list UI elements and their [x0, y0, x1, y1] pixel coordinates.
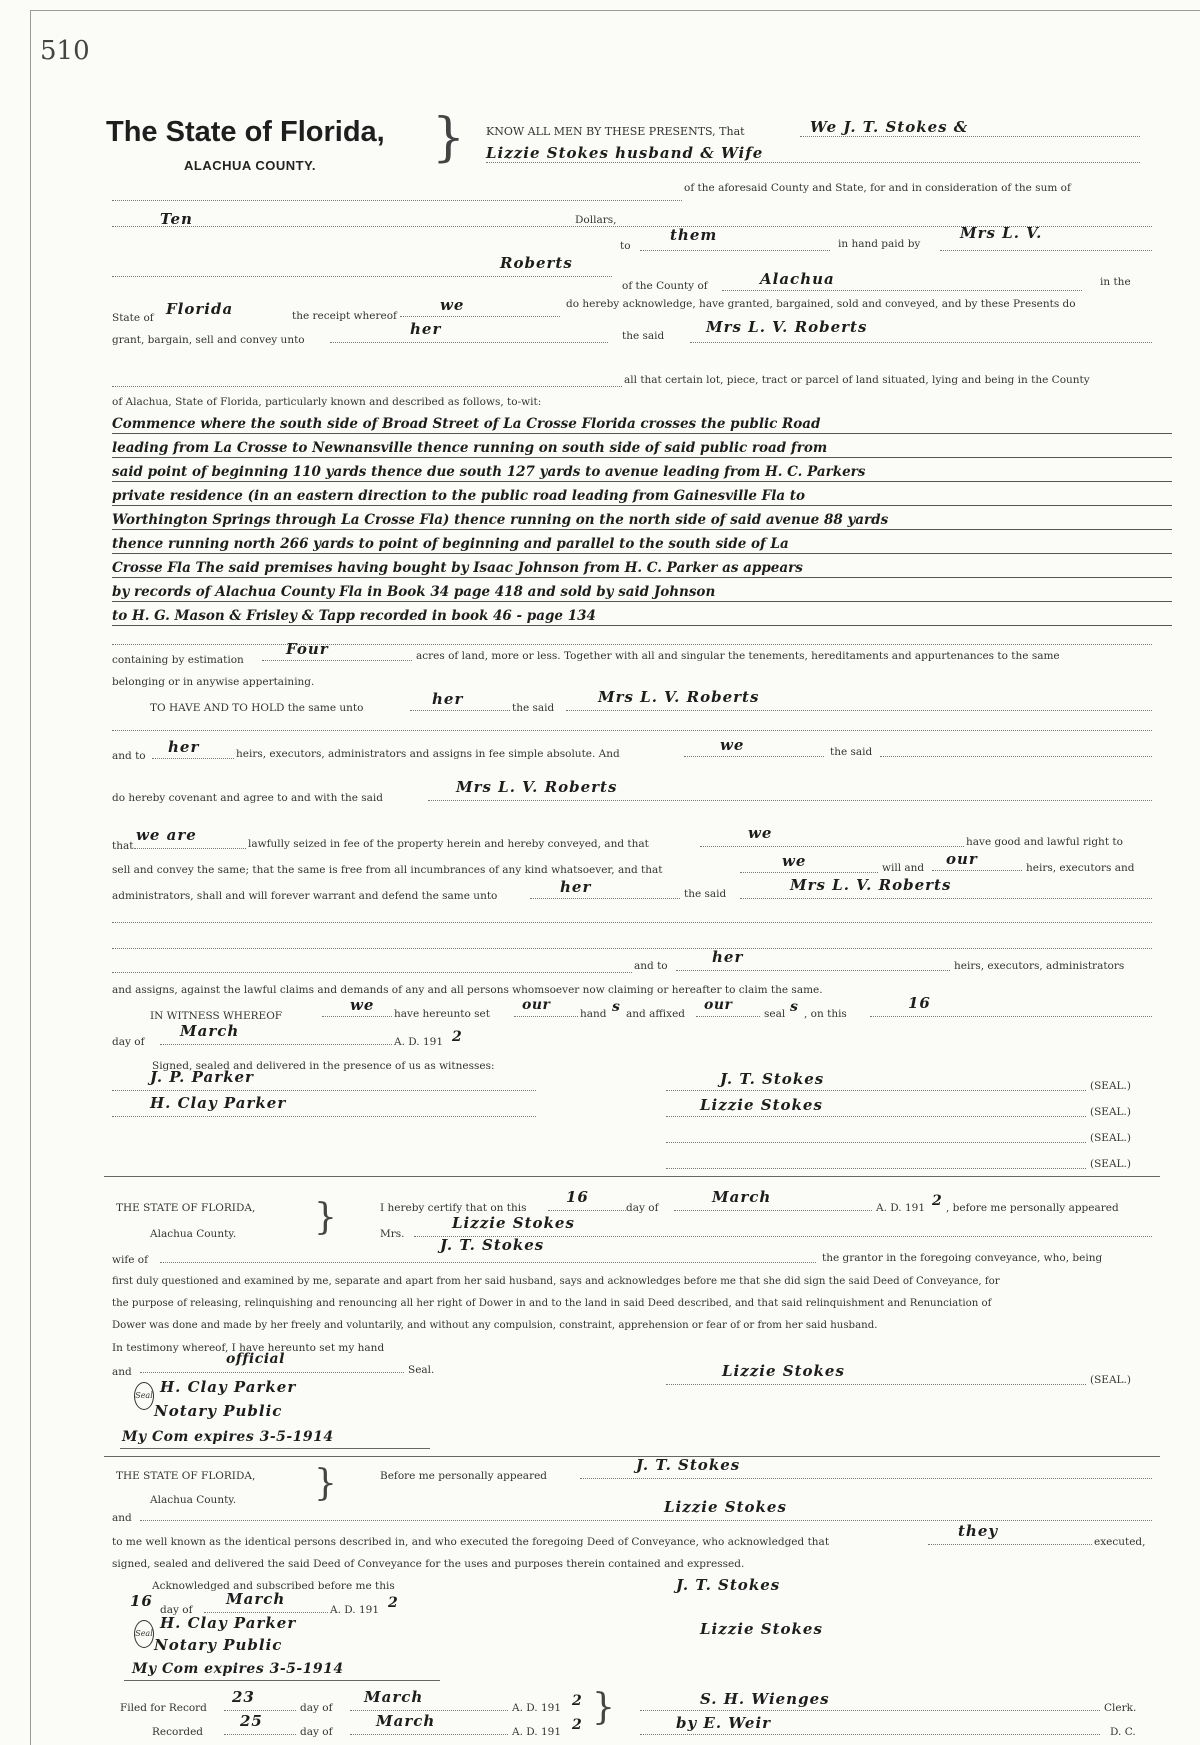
cert1-and: and [112, 1366, 132, 1378]
witness-party: we [350, 996, 375, 1014]
rule [580, 1478, 1152, 1479]
grant-to-name: Mrs L. V. Roberts [706, 318, 868, 336]
cert1-grantor-text: the grantor in the foregoing conveyance, who, being [822, 1252, 1103, 1264]
cert1-official: official [226, 1351, 285, 1367]
rule [932, 870, 1022, 871]
description-text: Worthington Springs through La Crosse Fla) thence running on the north side of said avenue 88 yards [112, 512, 889, 528]
recorded-ad: A. D. 191 [512, 1726, 562, 1738]
rule [870, 1016, 1152, 1017]
cert2-known-text: to me well known as the identical persons described in, and who executed the foregoing Deed of Conveyance, who acknowledged that [112, 1536, 830, 1548]
cert1-brace: } [314, 1197, 337, 1238]
rule [204, 1612, 328, 1613]
cert2-county: Alachua County. [150, 1494, 237, 1506]
witness2-signature: H. Clay Parker [150, 1094, 287, 1112]
of-county-of: of the County of [622, 280, 708, 292]
description-text: by records of Alachua County Fla in Book 34 page 418 and sold by said Johnson [112, 584, 716, 600]
cert1-seal-label: Seal. [408, 1364, 435, 1376]
filed-year: 2 [572, 1693, 583, 1709]
clerk-signature: S. H. Wienges [700, 1690, 830, 1708]
state-title: The State of Florida, [106, 116, 385, 148]
day-of-label: day of [112, 1036, 145, 1048]
on-this: , on this [804, 1008, 847, 1020]
and-to-label: and to [634, 960, 668, 972]
filed-label: Filed for Record [120, 1702, 207, 1714]
the-said-label: the said [684, 888, 727, 900]
description-line [112, 508, 1172, 530]
description-text: private residence (in an eastern direction to the public road leading from Gainesville Fla to [112, 488, 806, 504]
that-label: that [112, 840, 134, 852]
by-estimation-label: containing by estimation [112, 654, 244, 666]
seal-label: (SEAL.) [1090, 1132, 1131, 1144]
grantee-state: Florida [166, 300, 234, 318]
cert2-day: 16 [130, 1592, 153, 1610]
cert2-person1: J. T. Stokes [636, 1456, 741, 1474]
heirs-of: her [168, 738, 200, 756]
witness-day: 16 [908, 994, 931, 1012]
rule [322, 1016, 392, 1017]
and-affixed: and affixed [626, 1008, 686, 1020]
belonging-text: belonging or in anywise appertaining. [112, 676, 315, 688]
grantors-line1: We J. T. Stokes & [810, 118, 969, 136]
acres-text: acres of land, more or less. Together with all and singular the tenements, hereditaments and appurtenances to the same [416, 650, 1060, 662]
rule [120, 1448, 430, 1449]
admin-party: her [560, 878, 592, 896]
rule [428, 800, 1152, 801]
rule [112, 1090, 536, 1091]
description-line [112, 532, 1172, 554]
filed-month: March [364, 1688, 424, 1706]
rule [666, 1116, 1086, 1117]
consideration-sum: Ten [160, 210, 193, 228]
cert2-ad: A. D. 191 [330, 1604, 380, 1616]
description-text: Commence where the south side of Broad Street of La Crosse Florida crosses the public Road [112, 416, 821, 432]
county-title: ALACHUA COUNTY. [184, 158, 316, 173]
description-line [112, 412, 1172, 434]
seized-text: lawfully seized in fee of the property herein and hereby conveyed, and that [248, 838, 649, 850]
seals-value: our [704, 997, 733, 1013]
grantors-line2: Lizzie Stokes husband & Wife [486, 144, 764, 162]
cert1-line3: Dower was done and made by her freely and voluntarily, and without any compulsion, constraint, apprehension or fear of or from her said husband. [112, 1320, 878, 1331]
dollars-label: Dollars, [575, 214, 617, 226]
sell-party: we [782, 852, 807, 870]
rule [112, 386, 622, 387]
rule [112, 730, 1152, 731]
section-divider [104, 1176, 1160, 1177]
seal-label: (SEAL.) [1090, 1080, 1131, 1092]
description-line [112, 556, 1172, 578]
description-text: leading from La Crosse to Newnansville thence running on south side of said public road from [112, 440, 828, 456]
cert1-signer: Lizzie Stokes [722, 1362, 845, 1380]
cert1-year-suffix: 2 [932, 1193, 943, 1209]
grant-text: grant, bargain, sell and convey unto [112, 334, 305, 346]
cert1-day-of: day of [626, 1202, 659, 1214]
cert2-signed-text: signed, sealed and delivered the said Deed of Conveyance for the uses and purposes therein contained and expressed. [112, 1558, 745, 1570]
that-party: we are [136, 826, 197, 844]
heirs-admin-text: heirs, executors, administrators [954, 960, 1125, 972]
rule [400, 316, 560, 317]
description-text: to H. G. Mason & Frisley & Tapp recorded in book 46 - page 134 [112, 608, 596, 624]
to-have-text: TO HAVE AND TO HOLD the same unto [150, 702, 364, 714]
cert1-wife-of: wife of [112, 1254, 148, 1266]
description-line [112, 484, 1172, 506]
rule [224, 1710, 296, 1711]
rule [548, 1210, 626, 1211]
year-suffix: 2 [452, 1029, 463, 1045]
rule [224, 1734, 296, 1735]
seized-party: we [748, 824, 773, 842]
rule [684, 756, 824, 757]
cert1-notary: H. Clay Parker [160, 1378, 297, 1396]
hand-label: hand [580, 1008, 607, 1020]
notary-seal-stamp: Seal [134, 1382, 154, 1410]
description-line [112, 460, 1172, 482]
rule [112, 276, 612, 277]
rule [666, 1168, 1086, 1169]
will-and-label: will and [882, 862, 925, 874]
cert2-brace: } [314, 1463, 337, 1504]
cert2-person2: Lizzie Stokes [664, 1498, 787, 1516]
rule [674, 1210, 872, 1211]
and-to2-party: her [712, 948, 744, 966]
cert1-testimony: In testimony whereof, I have hereunto set my hand [112, 1342, 385, 1354]
grantee-line2: Roberts [500, 254, 573, 272]
rule [722, 290, 1082, 291]
rule [112, 922, 1152, 923]
page-number: 510 [40, 36, 90, 66]
rule [800, 136, 1140, 137]
admin-name: Mrs L. V. Roberts [790, 876, 952, 894]
rule [350, 1710, 508, 1711]
deputy-clerk-signature: by E. Weir [676, 1714, 772, 1732]
rule [112, 1116, 536, 1117]
the-said-label: the said [512, 702, 555, 714]
seal-label: (SEAL.) [1090, 1106, 1131, 1118]
rule [696, 1016, 760, 1017]
rule [112, 948, 1152, 949]
know-all-men-text: KNOW ALL MEN BY THESE PRESENTS, That [486, 125, 745, 138]
of-alachua-text: of Alachua, State of Florida, particularly known and described as follows, to-wit: [112, 396, 542, 408]
in-witness-text: IN WITNESS WHEREOF [150, 1010, 283, 1022]
cert1-line2: the purpose of releasing, relinquishing and renouncing all her right of Dower in and to the land in said Deed described, and that said relinquishment and Renunciation of [112, 1298, 992, 1309]
cert2-executed: executed, [1094, 1536, 1146, 1548]
rule [740, 898, 1152, 899]
hereunto-set: have hereunto set [394, 1008, 490, 1020]
cert1-husband: J. T. Stokes [440, 1236, 545, 1254]
rule [880, 756, 1152, 757]
grantee-county: Alachua [760, 270, 835, 288]
recorded-day-of: day of [300, 1726, 333, 1738]
rule [666, 1142, 1086, 1143]
habendum-name: Mrs L. V. Roberts [598, 688, 760, 706]
deputy-clerk-label: D. C. [1110, 1726, 1136, 1738]
seal-label: (SEAL.) [1090, 1158, 1131, 1170]
clerk-label: Clerk. [1104, 1702, 1137, 1714]
rule [134, 848, 246, 849]
description-text: Crosse Fla The said premises having bought by Isaac Johnson from H. C. Parker as appears [112, 560, 803, 576]
rule [140, 1372, 404, 1373]
description-text: said point of beginning 110 yards thence due south 127 yards to avenue leading from H. C. Parkers [112, 464, 866, 480]
rule [262, 660, 412, 661]
rule [112, 644, 1152, 645]
rule [566, 710, 1152, 711]
rule [690, 342, 1152, 343]
good-right-text: have good and lawful right to [966, 836, 1123, 848]
acres-value: Four [286, 640, 329, 658]
rule [160, 1044, 392, 1045]
signed-text: Signed, sealed and delivered in the presence of us as witnesses: [152, 1060, 495, 1072]
description-line [112, 580, 1172, 602]
rule [640, 250, 830, 251]
rule [640, 1734, 1100, 1735]
rule [112, 972, 632, 973]
cert1-notary-title: Notary Public [154, 1402, 283, 1420]
section-divider [104, 1456, 1160, 1457]
rule [640, 1710, 1100, 1711]
header-brace: } [432, 108, 466, 168]
admin-text: administrators, shall and will forever warrant and defend the same unto [112, 890, 498, 902]
cert2-day-of: day of [160, 1604, 193, 1616]
rule [350, 1734, 508, 1735]
filing-brace: } [592, 1687, 615, 1728]
rule [740, 872, 878, 873]
rule [940, 250, 1152, 251]
to-whom: them [670, 226, 718, 244]
cert1-ad: A. D. 191 [876, 1202, 926, 1214]
hands-value: our [522, 997, 551, 1013]
ad-label: A. D. 191 [394, 1036, 444, 1048]
rule [112, 200, 682, 201]
and-to-label: and to [112, 750, 146, 762]
heirs-exec-text: heirs, executors and [1026, 862, 1135, 874]
cert1-mrs-label: Mrs. [380, 1228, 405, 1240]
all-that-text: all that certain lot, piece, tract or parcel of land situated, lying and being in the County [624, 374, 1090, 386]
aforesaid-text: of the aforesaid County and State, for and in consideration of the sum of [684, 182, 1071, 194]
cert2-commission: My Com expires 3-5-1914 [132, 1661, 344, 1677]
filed-day: 23 [232, 1688, 255, 1706]
recorded-year: 2 [572, 1717, 583, 1733]
cert1-before-me: , before me personally appeared [946, 1202, 1119, 1214]
grantee-line1: Mrs L. V. [960, 224, 1043, 242]
rule [928, 1544, 1092, 1545]
witness-month: March [180, 1022, 240, 1040]
and-party: we [720, 736, 745, 754]
cert1-mrs-name: Lizzie Stokes [452, 1214, 575, 1232]
cert2-signer1: J. T. Stokes [676, 1576, 781, 1594]
rule [514, 1016, 578, 1017]
page-border-top [30, 10, 1200, 11]
receipt-whereof: the receipt whereof [292, 310, 397, 322]
rule [124, 1680, 440, 1681]
description-line [112, 604, 1172, 626]
cert2-acknowledged: Acknowledged and subscribed before me this [152, 1580, 395, 1592]
acknowledge-text: do hereby acknowledge, have granted, bargained, sold and conveyed, and by these Presents do [566, 298, 1076, 310]
rule [666, 1090, 1086, 1091]
rule [160, 1262, 816, 1263]
cert2-before-me: Before me personally appeared [380, 1470, 548, 1482]
cert2-and: and [112, 1512, 132, 1524]
cert1-county: Alachua County. [150, 1228, 237, 1240]
cert1-month: March [712, 1188, 772, 1206]
hand-suffix: s [612, 999, 621, 1015]
rule [676, 970, 950, 971]
recorded-month: March [376, 1712, 436, 1730]
rule [140, 1520, 1152, 1521]
the-said-label: the said [622, 330, 665, 342]
filed-ad: A. D. 191 [512, 1702, 562, 1714]
cert2-they: they [958, 1522, 999, 1540]
recorded-label: Recorded [152, 1726, 203, 1738]
signer1-signature: J. T. Stokes [720, 1070, 825, 1088]
assigns-text: and assigns, against the lawful claims and demands of any and all persons whomsoever now claiming or hereafter to claim the same. [112, 984, 823, 996]
recorded-day: 25 [240, 1712, 263, 1730]
sell-text: sell and convey the same; that the same is free from all incumbrances of any kind whatsoever, and that [112, 864, 663, 876]
covenant-name: Mrs L. V. Roberts [456, 778, 618, 796]
rule [700, 846, 964, 847]
habendum-unto: her [432, 690, 464, 708]
in-hand-paid-by: in hand paid by [838, 238, 921, 250]
cert2-signer2: Lizzie Stokes [700, 1620, 823, 1638]
notary-seal-stamp: Seal [134, 1620, 154, 1648]
grant-to: her [410, 320, 442, 338]
cert2-month: March [226, 1590, 286, 1608]
cert1-certify-text: I hereby certify that on this [380, 1202, 527, 1214]
cert2-notary: H. Clay Parker [160, 1614, 297, 1632]
page-border-left [30, 10, 31, 1745]
seal-label: (SEAL.) [1090, 1374, 1131, 1386]
to-label: to [620, 240, 631, 252]
heirs-text: heirs, executors, administrators and assigns in fee simple absolute. And [236, 748, 620, 760]
signer2-signature: Lizzie Stokes [700, 1096, 823, 1114]
rule [486, 162, 1140, 163]
cert2-state: THE STATE OF FLORIDA, [116, 1470, 256, 1482]
filed-day-of: day of [300, 1702, 333, 1714]
rule [530, 898, 680, 899]
seal-suffix: s [790, 999, 799, 1015]
rule [330, 342, 608, 343]
in-the-label: in the [1100, 276, 1131, 288]
the-said-label: the said [830, 746, 873, 758]
receipt-party: we [440, 296, 465, 314]
rule [410, 710, 510, 711]
seal-label: seal [764, 1008, 786, 1020]
witness1-signature: J. P. Parker [150, 1068, 254, 1086]
cert1-state: THE STATE OF FLORIDA, [116, 1202, 256, 1214]
description-text: thence running north 266 yards to point of beginning and parallel to the south side of La [112, 536, 789, 552]
cert1-line1: first duly questioned and examined by me, separate and apart from her said husband, says and acknowledges before me that she did sign the said Deed of Conveyance, for [112, 1276, 1000, 1287]
cert1-commission: My Com expires 3-5-1914 [122, 1429, 334, 1445]
cert1-day: 16 [566, 1188, 589, 1206]
covenant-text: do hereby covenant and agree to and with the said [112, 792, 384, 804]
rule [666, 1384, 1086, 1385]
rule [152, 758, 234, 759]
cert2-year-suffix: 2 [388, 1595, 399, 1611]
cert2-notary-title: Notary Public [154, 1636, 283, 1654]
description-line [112, 436, 1172, 458]
state-of-label: State of [112, 312, 154, 324]
will-party: our [946, 850, 978, 868]
